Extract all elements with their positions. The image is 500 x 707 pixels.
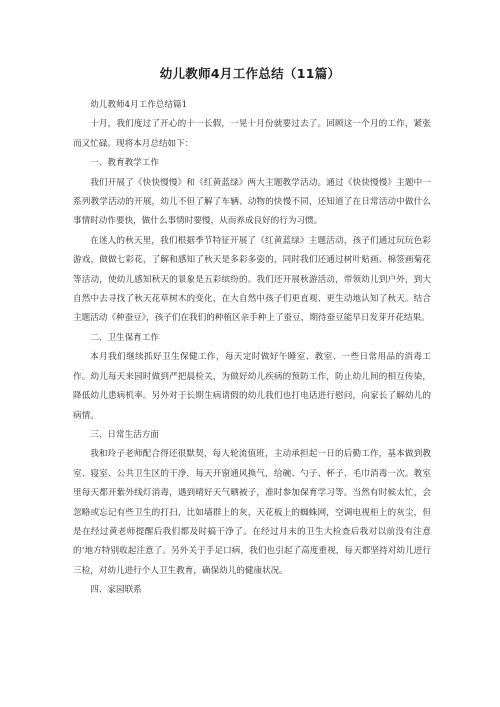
document-title: 幼儿教师4月工作总结（11篇） bbox=[159, 66, 341, 81]
heading-home-school: 四、家园联系 bbox=[90, 585, 142, 596]
document-body bbox=[73, 96, 431, 601]
heading-daily-life: 三、日常生活方面 bbox=[90, 429, 159, 440]
paragraph-teaching-1: 我们开展了《快快慢慢》和《红黄蓝绿》两大主题教学活动。通过《快快慢慢》主题中一系列教学活动的开展，幼儿不但了解了车辆、动物的快慢不同，还知道了在日常活动中做什么事情时动作要快，做什么事情时要慢，从而养成良好的行为习惯。 bbox=[73, 177, 431, 227]
paragraph-intro: 十月，我们度过了开心的十一长假，一晃十月份就要过去了。回顾这一个月的工作，紧张而又忙碌。现将本月总结如下： bbox=[73, 119, 431, 149]
heading-teaching: 一、教育教学工作 bbox=[90, 158, 159, 169]
heading-hygiene: 二、卫生保育工作 bbox=[90, 332, 159, 343]
paragraph-daily-life: 我和玲子老师配合得还很默契，每人轮流值班，主动承担起一日的后勤工作，基本做到教室、寝室、公共卫生区的干净，每天开窗通风换气，给碗、勺子、杯子、毛巾消毒一次。教室里每天都开紫外线灯消毒，遇到晴好天气晒被子，准时参加保育学习等。当然有时候太忙，会忽略或忘记有些卫生的打扫，比如墙群上的灰，天花板上的蜘蛛网，空调电视柜上的灰尘，但是在经过黄老师提醒后我们都及时搞干净了。在经过月末的卫生大检查后我对以前没有注意的‘地方特别收起注意了。另外关于手足口病，我们也引起了高度重视，每天都坚持对幼儿进行三检，对幼儿进行个人卫生教育，确保幼儿的健康状况。 bbox=[73, 449, 431, 576]
section-subtitle: 幼儿教师4月工作总结篇1 bbox=[90, 100, 188, 110]
paragraph-teaching-2: 在迷人的秋天里，我们根据季节特征开展了《红黄蓝绿》主题活动，孩子们通过玩玩色彩游戏，做做七彩花，了解和感知了秋天是多彩多姿的，同时我们还通过树叶贴画、棉签画菊花等活动，使幼儿感知秋天的景象是五彩缤纷的。我们还开展秋游活动，带领幼儿到户外，到大自然中去寻找了秋天花草树木的变化，在大自然中孩子们更直观、更生动地认知了秋天。结合主题活动《种蚕豆》，孩子们在我们的种植区亲手种上了蚕豆，期待蚕豆能早日发芽开花结果。 bbox=[73, 235, 431, 324]
paragraph-hygiene: 本月我们继续抓好卫生保健工作，每天定时做好午睡室、教室、一些日常用品的消毒工作。幼儿每天来园时做到严把晨检关，为做好幼儿疾病的预防工作，防止幼儿间的相互传染，降低幼儿患病机率。另外对于长期生病请假的幼儿我们也打电话进行慰问，向家长了解幼儿的病情。 bbox=[73, 352, 431, 421]
